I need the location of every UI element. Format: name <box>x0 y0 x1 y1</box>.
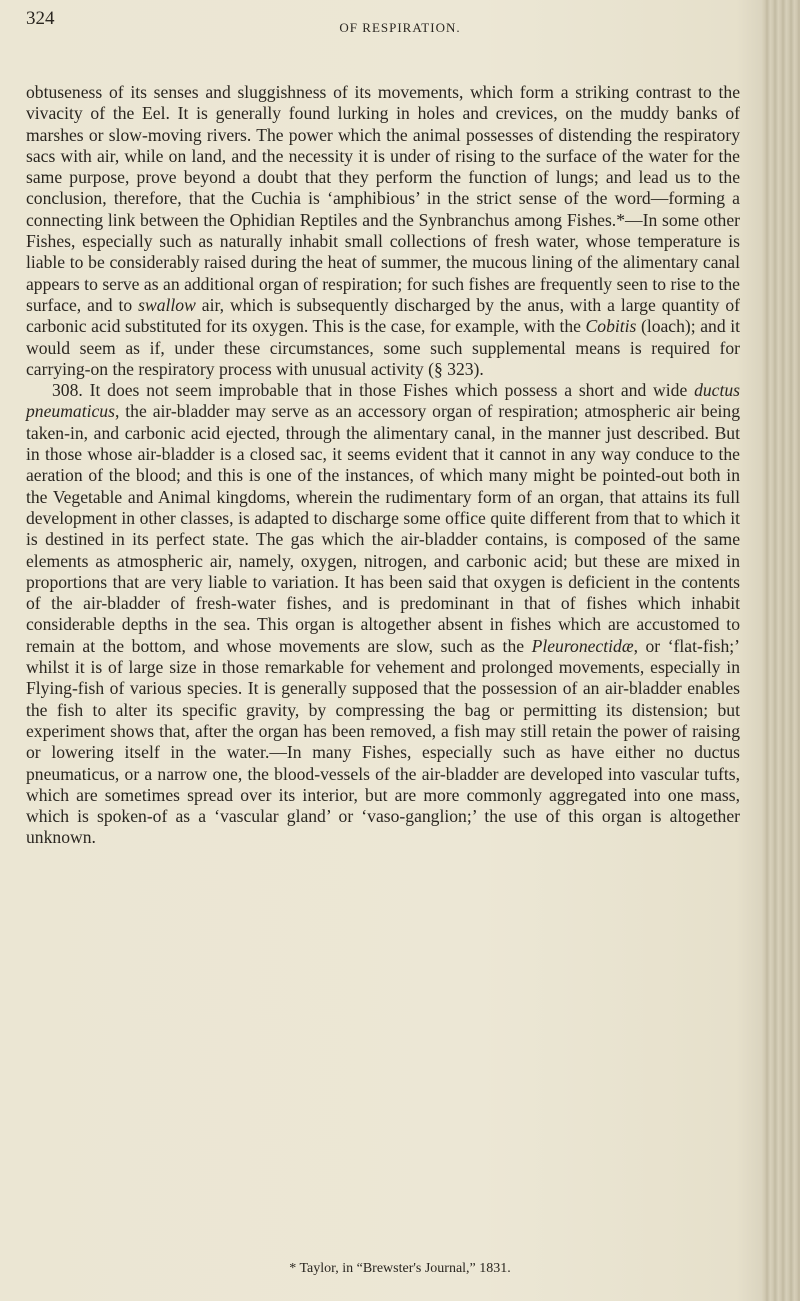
text-span: air, which is subsequently discharged by the anus, with a large quantity of carbonic acid substituted for its oxygen. This is the case, for example, with the <box>26 294 740 337</box>
italic-span: Pleuronectidæ <box>531 635 634 656</box>
paragraph-continued <box>26 82 740 380</box>
running-head: OF RESPIRATION. <box>339 20 461 35</box>
italic-span: Cobitis <box>585 316 637 337</box>
text-span: , the air-bladder may serve as an accessory organ of respiration; atmospheric air being taken-in, and carbonic acid ejected, through the alimentary canal, in the manner just described. But in those whose air-bladder is a closed sac, it seems evident that it cannot in any way conduce to the aeration of the blood; and this is one of the instances, of which many might be pointed-out both in the Vegetable and Animal kingdoms, wherein the rudimentary form of an organ, that attains its full development in other classes, is adapted to discharge some office quite different from that to which it is destined in its perfect state. The gas which the air-bladder contains, is composed of the same elements as atmospheric air, namely, oxygen, nitrogen, and carbonic acid; but these are mixed in proportions that are very liable to variation. It has been said that oxygen is deficient in the contents of the air-bladder of fresh-water fishes, and is predominant in that of fishes which inhabit considerable depths in the sea. This organ is altogether absent in fishes which are accustomed to remain at the bottom, and whose movements are slow, such as the <box>26 401 740 656</box>
italic-span: ductus pneumaticus <box>26 380 740 422</box>
text-span: , or ‘flat-fish;’ whilst it is of large size in those remarkable for vehement and prolonged movements, especially in Flying-fish of various species. It is generally supposed that the possession of an air-bladder enables the fish to alter its specific gravity, by compressing the bag or permitting its distension; but experiment shows that, after the organ has been removed, a fish may still retain the power of raising or lowering itself in the water.—In many Fishes, especially such as have either no ductus pneumaticus, or a narrow one, the blood-vessels of the air-bladder are developed into vascular tufts, which are sometimes spread over its interior, but are more commonly aggregated into one mass, which is spoken-of as a ‘vascular gland’ or ‘vaso-ganglion;’ the use of this organ is altogether unknown. <box>26 635 740 848</box>
text-span: 308. It does not seem improbable that in those Fishes which possess a short and wide <box>52 380 695 401</box>
paragraph-308 <box>26 380 740 849</box>
text-span: (loach); and it would seem as if, under these circumstances, some such supplemental means is required for carrying-on the respiratory process with unusual activity (§ 323). <box>26 316 740 379</box>
italic-span: swallow <box>138 294 196 315</box>
body-text <box>26 82 740 849</box>
page-number: 324 <box>26 8 55 29</box>
text-span: obtuseness of its senses and sluggishness of its movements, which form a striking contrast to the vivacity of the Eel. It is generally found lurking in holes and crevices, on the muddy banks of marshes or slow-moving rivers. The power which the animal possesses of distending the respiratory sacs with air, while on land, and the necessity it is under of rising to the surface of the water for the same purpose, prove beyond a doubt that they perform the function of lungs; and lead us to the conclusion, therefore, that the Cuchia is ‘amphibious’ in the strict sense of the word—forming a connecting link between the Ophidian Reptiles and the Synbranchus among Fishes.*—In some other Fishes, especially such as naturally inhabit small collections of fresh water, whose temperature is liable to be considerably raised during the heat of summer, the mucous lining of the alimentary canal appears to serve as an additional organ of respiration; for such fishes are frequently seen to rise to the surface, and to <box>26 82 740 315</box>
page-edge-shadow <box>762 0 800 1301</box>
footnote: * Taylor, in “Brewster's Journal,” 1831. <box>289 1261 511 1276</box>
